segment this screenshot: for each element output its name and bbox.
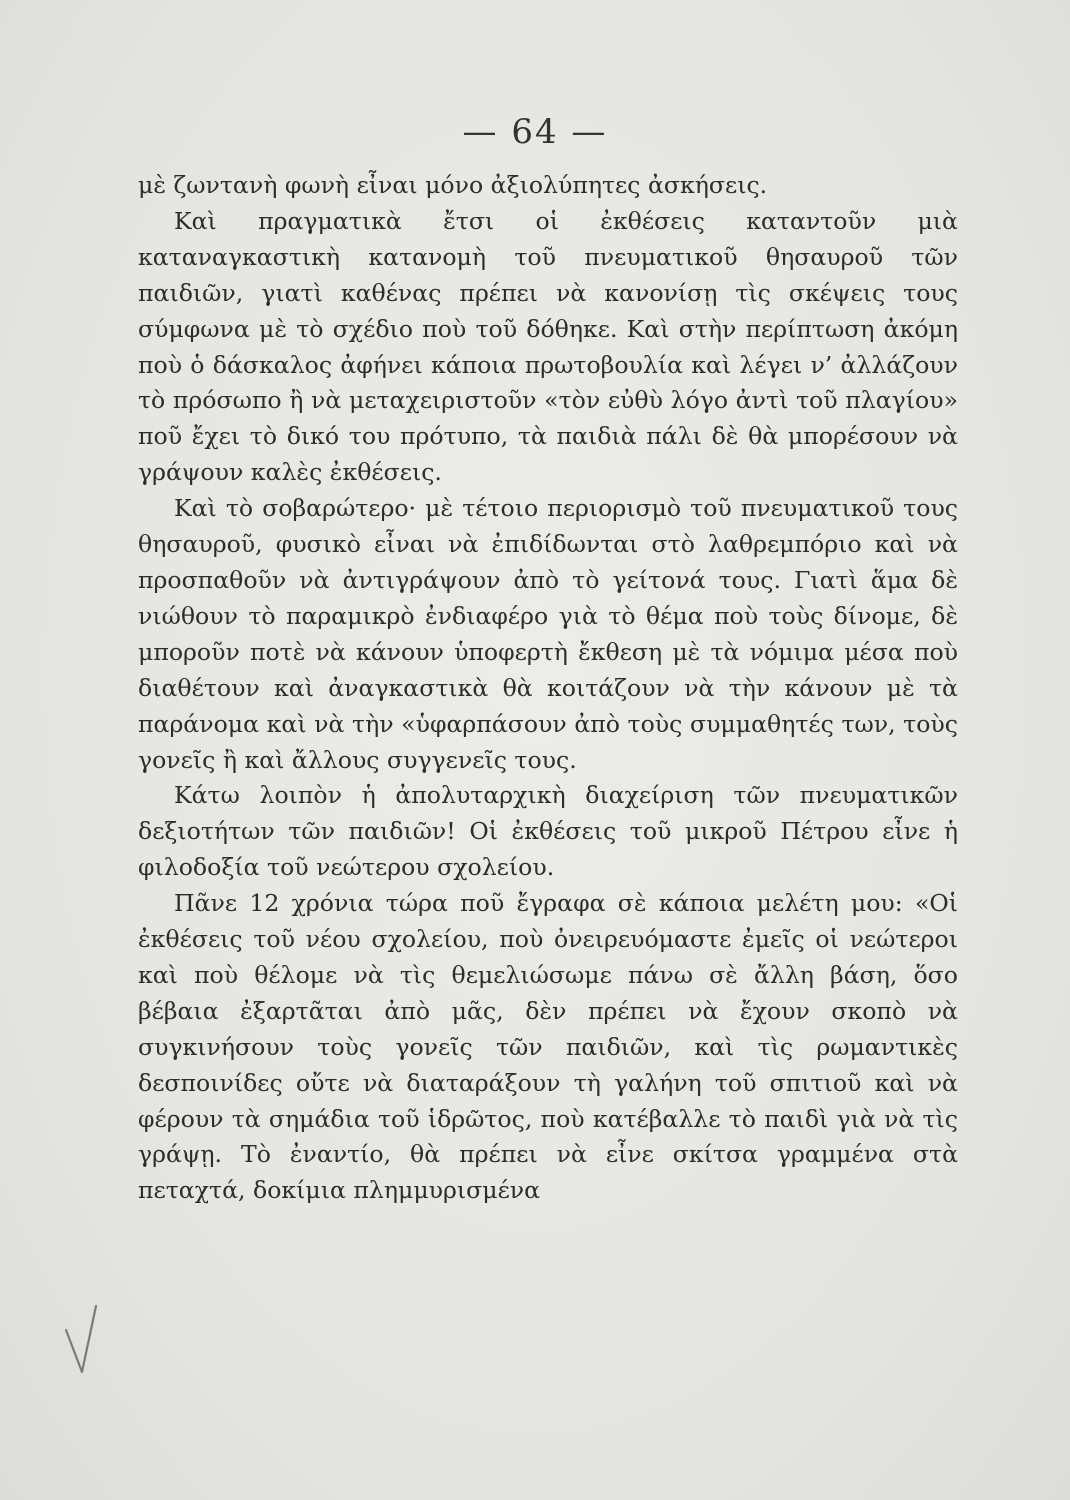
paragraph: Καὶ πραγματικὰ ἔτσι οἱ ἐκθέσεις καταντοῦν μιὰ καταναγκαστικὴ κατανομὴ τοῦ πνευματικοῦ θησαυροῦ τῶν παιδιῶν, γιατὶ καθένας πρέπει νὰ κανονίσῃ τὶς σκέψεις τους σύμφωνα μὲ τὸ σχέδιο ποὺ τοῦ δόθηκε. Καὶ στὴν περίπτωση ἀκόμη ποὺ ὁ δάσκαλος ἀφήνει κάποια πρωτοβουλία καὶ λέγει ν’ ἀλλάζουν τὸ πρόσωπο ἢ νὰ μεταχειριστοῦν «τὸν εὐθὺ λόγο ἀντὶ τοῦ πλαγίου» ποῦ ἔχει τὸ δικό του πρότυπο, τὰ παιδιὰ πάλι δὲ θὰ μπορέσουν νὰ γράψουν καλὲς ἐκθέσεις.	[138, 206, 958, 487]
paragraph: Κάτω λοιπὸν ἡ ἀπολυταρχικὴ διαχείριση τῶν πνευματικῶν δεξιοτήτων τῶν παιδιῶν! Οἱ ἐκθέσεις τοῦ μικροῦ Πέτρου εἶνε ἡ φιλοδοξία τοῦ νεώτερου σχολείου.	[138, 781, 958, 882]
handwritten-check-mark	[62, 1300, 102, 1380]
paragraph: Καὶ τὸ σοβαρώτερο· μὲ τέτοιο περιορισμὸ τοῦ πνευματικοῦ τους θησαυροῦ, φυσικὸ εἶναι νὰ ἐπιδίδωνται στὸ λαθρεμπόριο καὶ νὰ προσπαθοῦν νὰ ἀντιγράψουν ἀπὸ τὸ γείτονά τους. Γιατὶ ἅμα δὲ νιώθουν τὸ παραμικρὸ ἐνδιαφέρο γιὰ τὸ θέμα ποὺ τοὺς δίνομε, δὲ μποροῦν ποτὲ νὰ κάνουν ὑποφερτὴ ἔκθεση μὲ τὰ νόμιμα μέσα ποὺ διαθέτουν καὶ ἀναγκαστικὰ θὰ κοιτάζουν νὰ τὴν κάνουν μὲ τὰ παράνομα καὶ νὰ τὴν «ὑφαρπάσουν ἀπὸ τοὺς συμμαθητές των, τοὺς γονεῖς ἢ καὶ ἄλλους συγγενεῖς τους.	[138, 494, 958, 774]
body-text	[138, 168, 958, 1209]
paragraph: Πᾶνε 12 χρόνια τώρα ποῦ ἔγραφα σὲ κάποια μελέτη μου: «Οἱ ἐκθέσεις τοῦ νέου σχολείου, ποὺ ὀνειρευόμαστε ἐμεῖς οἱ νεώτεροι καὶ ποὺ θέλομε νὰ τὶς θεμελιώσωμε πάνω σὲ ἄλλη βάση, ὅσο βέβαια ἐξαρτᾶται ἀπὸ μᾶς, δὲν πρέπει νὰ ἔχουν σκοπὸ νὰ συγκινήσουν τοὺς γονεῖς τῶν παιδιῶν, καὶ τὶς ρωμαντικὲς δεσποινίδες οὔτε νὰ διαταράξουν τὴ γαλήνη τοῦ σπιτιοῦ καὶ νὰ φέρουν τὰ σημάδια τοῦ ἱδρῶτος, ποὺ κατέβαλλε τὸ παιδὶ γιὰ νὰ τὶς γράψῃ. Τὸ ἐναντίο, θὰ πρέπει νὰ εἶνε σκίτσα γραμμένα στὰ πεταχτά, δοκίμια πλημμυρισμένα	[138, 889, 958, 1205]
page-number: — 64 —	[462, 112, 608, 152]
paragraph: μὲ ζωντανὴ φωνὴ εἶναι μόνο ἀξιολύπητες ἀσκήσεις.	[138, 171, 768, 199]
